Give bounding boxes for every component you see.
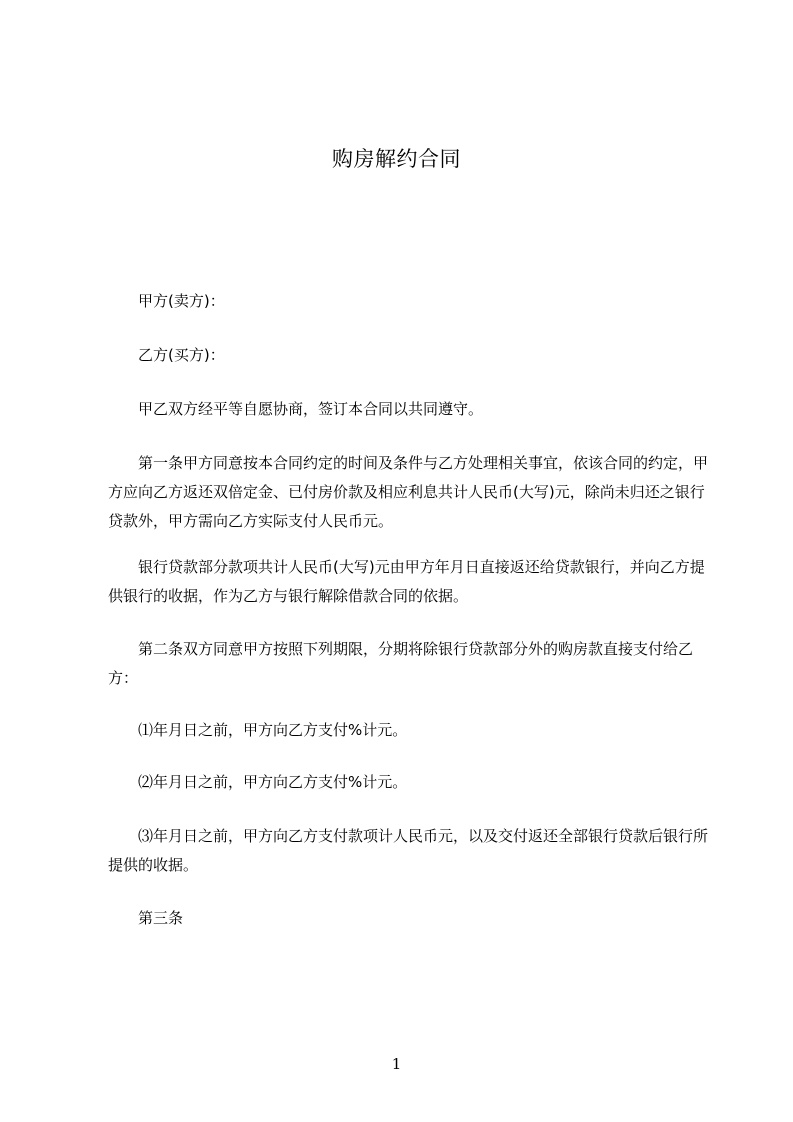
article-3-heading: 第三条: [138, 909, 184, 927]
article-2-paragraph: 第二条双方同意甲方按照下列期限，分期将除银行贷款部分外的购房款直接支付给乙方：: [108, 640, 694, 687]
preamble-paragraph: 甲乙双方经平等自愿协商，签订本合同以共同遵守。: [138, 400, 484, 418]
party-b-line: 乙方(买方)：: [138, 346, 225, 364]
installment-3-item: ⑶年月日之前，甲方向乙方支付款项计人民币元，以及交付返还全部银行贷款后银行所提供的收据。: [108, 827, 709, 874]
article-1-paragraph: 第一条甲方同意按本合同约定的时间及条件与乙方处理相关事宜，依该合同的约定，甲方应向乙方返还双倍定金、已付房价款及相应利息共计人民币(大写)元，除尚未归还之银行贷款外，甲方需向乙方实际支付人民币元。: [108, 454, 709, 530]
page-number: 1: [391, 1055, 402, 1073]
installment-1-item: ⑴年月日之前，甲方向乙方支付%计元。: [138, 721, 408, 739]
bank-loan-paragraph: 银行贷款部分款项共计人民币(大写)元由甲方年月日直接返还给贷款银行，并向乙方提供银行的收据，作为乙方与银行解除借款合同的依据。: [108, 558, 705, 605]
document-title: 购房解约合同: [332, 147, 461, 171]
installment-2-item: ⑵年月日之前，甲方向乙方支付%计元。: [138, 773, 408, 791]
party-a-line: 甲方(卖方)：: [138, 292, 225, 310]
